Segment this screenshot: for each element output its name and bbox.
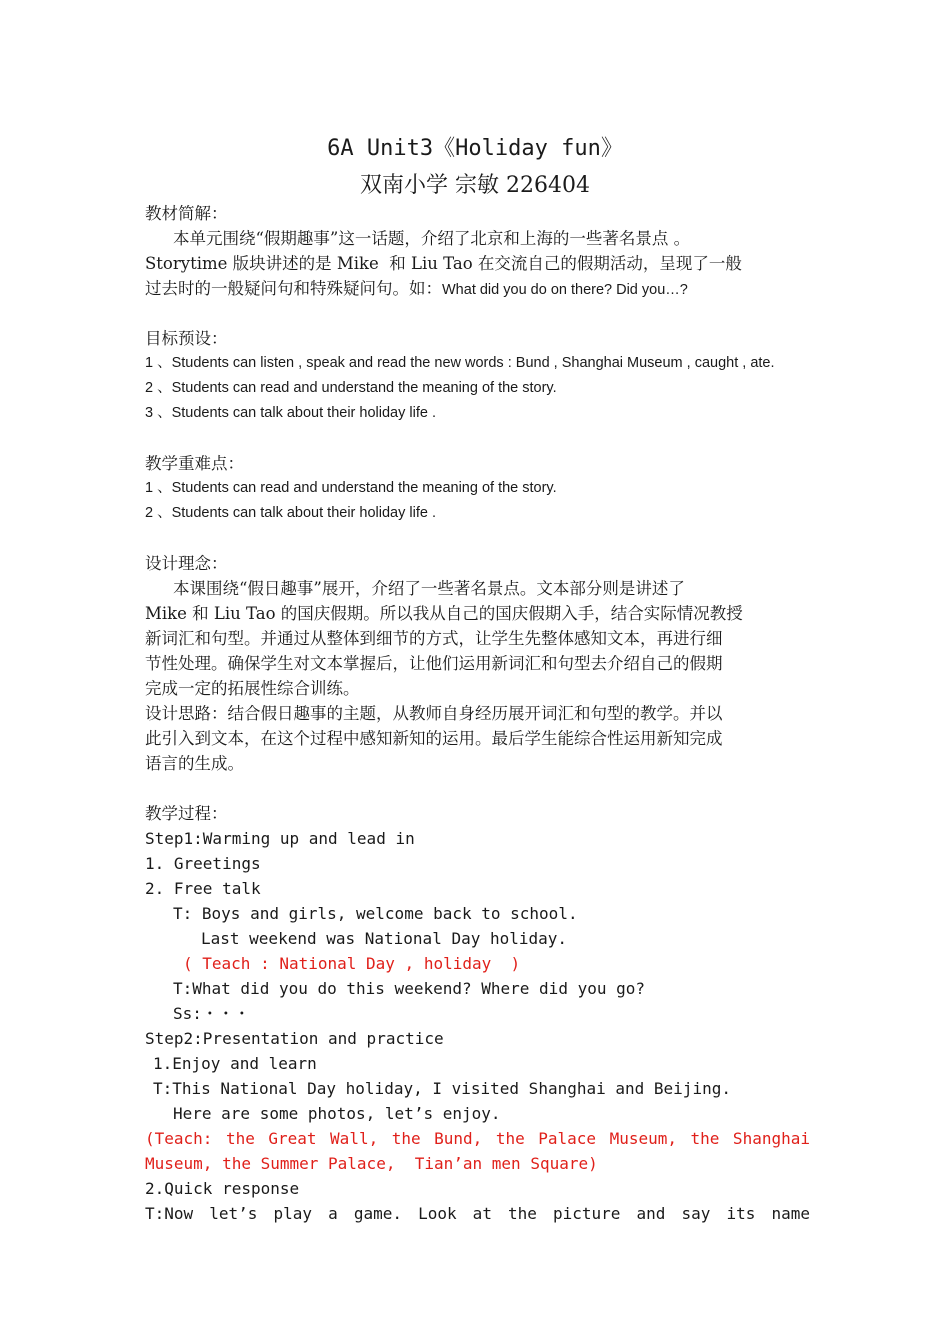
document-title: 6A Unit3《Holiday fun》 <box>327 136 623 161</box>
overview-line: Storytime 版块讲述的是 Mike 和 Liu Tao 在交流自己的假期活动，呈现了一般 <box>145 254 742 273</box>
teacher-line: T:What did you do this weekend? Where did you go? <box>173 979 646 998</box>
concept-line: Mike 和 Liu Tao 的国庆假期。所以我从自己的国庆假期入手，结合实际情况教授 <box>145 604 743 623</box>
document-subtitle: 双南小学 宗敏 226404 <box>360 173 590 198</box>
overview-line <box>145 276 810 301</box>
concept-line: 完成一定的拓展性综合训练。 <box>145 679 360 698</box>
concept-line: 新词汇和句型。并通过从整体到细节的方式，让学生先整体感知文本，再进行细 <box>145 629 723 648</box>
keypoints-heading: 教学重难点： <box>145 454 244 473</box>
teacher-line: T:This National Day holiday, I visited Shanghai and Beijing. <box>153 1079 731 1098</box>
overview-line-en: What did you do on there? Did you…? <box>442 282 688 298</box>
overview-heading: 教材简解： <box>145 204 228 223</box>
teach-note: ( Teach : National Day , holiday ) <box>183 954 521 973</box>
process-item: 2.Quick response <box>145 1179 300 1198</box>
student-line: Ss:・・・ <box>173 1004 250 1023</box>
concept-heading: 设计理念： <box>145 554 228 573</box>
concept-line: 此引入到文本，在这个过程中感知新知的运用。最后学生能综合性运用新知完成 <box>145 729 723 748</box>
concept-line: 本课围绕“假日趣事”展开，介绍了一些著名景点。文本部分则是讲述了 <box>173 579 685 598</box>
process-item: 2. Free talk <box>145 879 261 898</box>
keypoint-item: 1 、Students can read and understand the meaning of the story. <box>145 480 557 496</box>
concept-line: 语言的生成。 <box>145 754 244 773</box>
teach-note: Museum, the Summer Palace, Tian’an men Square) <box>145 1154 598 1173</box>
step-heading: Step2:Presentation and practice <box>145 1029 444 1048</box>
keypoint-item: 2 、Students can talk about their holiday life . <box>145 505 436 521</box>
step-heading: Step1:Warming up and lead in <box>145 829 415 848</box>
goals-heading: 目标预设： <box>145 329 228 348</box>
spacer <box>145 301 810 326</box>
concept-line: 设计思路：结合假日趣事的主题，从教师自身经历展开词汇和句型的教学。并以 <box>145 704 723 723</box>
goal-item: 2 、Students can read and understand the meaning of the story. <box>145 380 557 396</box>
spacer <box>145 426 810 451</box>
process-heading: 教学过程： <box>145 804 228 823</box>
teacher-line: T:Now let’s play a game. Look at the picture and say its name <box>145 1204 810 1223</box>
goal-item: 3 、Students can talk about their holiday life . <box>145 405 436 421</box>
process-item: 1. Greetings <box>145 854 261 873</box>
spacer <box>145 776 810 801</box>
process-item: 1.Enjoy and learn <box>153 1054 317 1073</box>
goal-item: 1 、Students can listen , speak and read the new words : Bund , Shanghai Museum , caught , ate. <box>145 355 775 371</box>
teacher-line: Last weekend was National Day holiday. <box>201 929 568 948</box>
teacher-line: Here are some photos, let’s enjoy. <box>173 1104 501 1123</box>
spacer <box>145 526 810 551</box>
overview-line: 本单元围绕“假期趣事”这一话题，介绍了北京和上海的一些著名景点 。 <box>173 229 691 248</box>
teacher-line: T: Boys and girls, welcome back to school. <box>173 904 578 923</box>
overview-line-cn: 过去时的一般疑问句和特殊疑问句。如： <box>145 279 442 298</box>
teach-note: (Teach: the Great Wall, the Bund, the Palace Museum, the Shanghai <box>145 1129 810 1148</box>
concept-line: 节性处理。确保学生对文本掌握后，让他们运用新词汇和句型去介绍自己的假期 <box>145 654 723 673</box>
document-body <box>145 201 810 1226</box>
